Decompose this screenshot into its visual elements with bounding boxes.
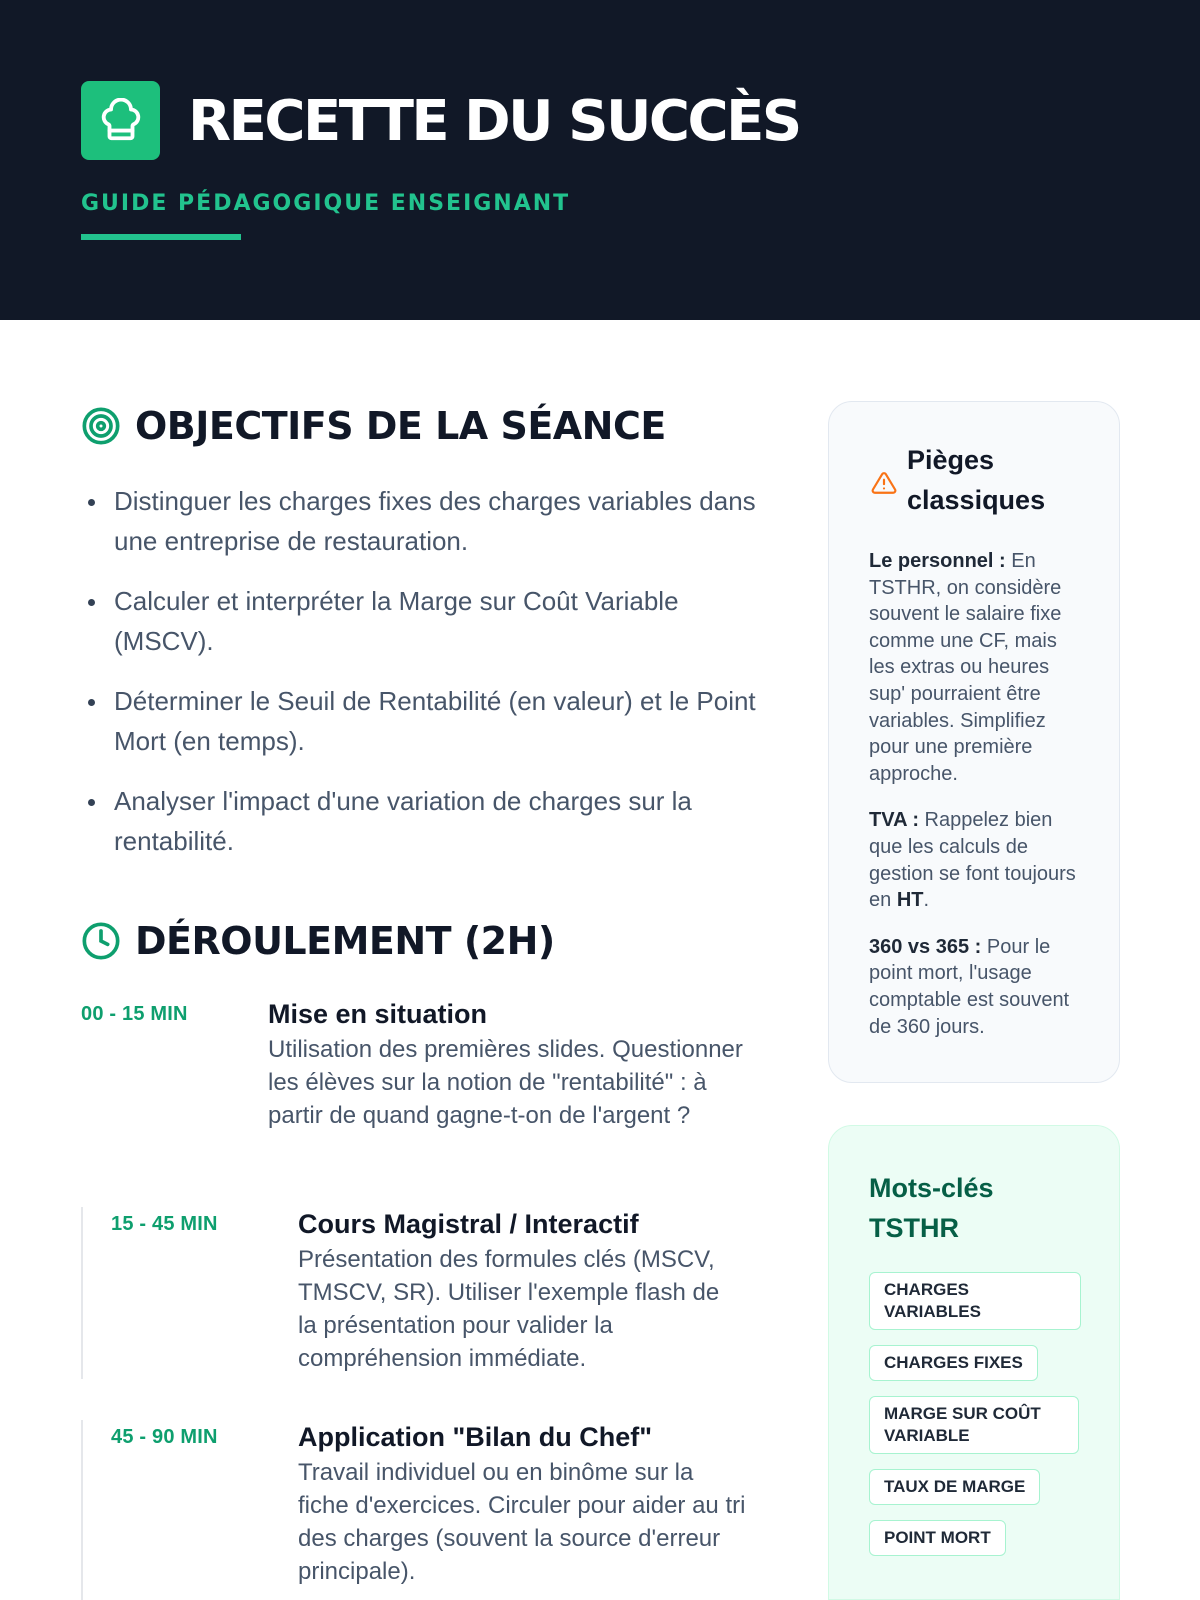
step-title: Application "Bilan du Chef" bbox=[298, 1422, 653, 1452]
pitfalls-body bbox=[869, 548, 1087, 1060]
note-label: TVA : bbox=[869, 809, 919, 832]
note-text: Rappelez bien que les calculs de gestion se font toujours en bbox=[869, 809, 1076, 912]
step-time: 15 - 45 MIN bbox=[111, 1213, 218, 1235]
list-item: Déterminer le Seuil de Rentabilité (en valeur) et le Point Mort (en temps). bbox=[86, 681, 756, 761]
pitfalls-title: Pièges classiques bbox=[907, 445, 1046, 515]
logo bbox=[81, 81, 160, 160]
chef-hat-icon bbox=[98, 98, 144, 144]
page-header bbox=[0, 0, 1200, 320]
keyword-tag: TAUX DE MARGE bbox=[869, 1469, 1040, 1505]
schedule-heading bbox=[81, 917, 555, 965]
list-item: Distinguer les charges fixes des charges variables dans une entreprise de restauration. bbox=[86, 481, 756, 561]
note-label: 360 vs 365 : bbox=[869, 935, 982, 958]
page-subtitle: GUIDE PÉDAGOGIQUE ENSEIGNANT bbox=[81, 191, 571, 216]
keywords-title: Mots-clés TSTHR bbox=[869, 1173, 994, 1243]
pitfall-note bbox=[869, 934, 1087, 1040]
clock-icon bbox=[81, 921, 121, 961]
keywords-list bbox=[869, 1272, 1099, 1571]
list-item: Calculer et interpréter la Marge sur Coût Variable (MSCV). bbox=[86, 581, 756, 661]
objectives-list bbox=[86, 481, 756, 881]
subtitle-underline bbox=[81, 234, 241, 240]
timeline-line bbox=[81, 1207, 83, 1379]
schedule-title: DÉROULEMENT (2H) bbox=[135, 919, 555, 963]
step-description: Présentation des formules clés (MSCV, TMSCV, SR). Utiliser l'exemple flash de la présentation pour valider la compréhension immédiate. bbox=[298, 1246, 720, 1372]
keyword-tag: CHARGES FIXES bbox=[869, 1345, 1038, 1381]
pitfall-note bbox=[869, 807, 1087, 913]
step-title: Cours Magistral / Interactif bbox=[298, 1209, 639, 1239]
target-icon bbox=[81, 406, 121, 446]
note-label: Le personnel : bbox=[869, 550, 1006, 572]
note-text: En TSTHR, on considère souvent le salaire fixe comme une CF, mais les extras ou heures sup' pourraient être variables. Simplifiez pour une première approche. bbox=[869, 550, 1062, 785]
step-time: 45 - 90 MIN bbox=[111, 1426, 218, 1448]
step-time: 00 - 15 MIN bbox=[81, 1003, 188, 1025]
step-title: Mise en situation bbox=[268, 999, 488, 1029]
keywords-card bbox=[828, 1125, 1120, 1600]
warning-icon bbox=[871, 470, 897, 496]
pitfalls-card bbox=[828, 401, 1120, 1083]
step-description: Travail individuel ou en binôme sur la fiche d'exercices. Circuler pour aider au tri des charges (souvent la source d'erreur principale). bbox=[298, 1459, 746, 1585]
step-description: Utilisation des premières slides. Questionner les élèves sur la notion de "rentabilité" : à partir de quand gagne-t-on de l'argent ? bbox=[268, 1036, 743, 1129]
note-text: Pour le point mort, l'usage comptable est souvent de 360 jours. bbox=[869, 935, 1070, 1038]
note-text: . bbox=[923, 889, 930, 912]
objectives-heading bbox=[81, 402, 666, 450]
timeline-line bbox=[81, 1420, 83, 1600]
keyword-tag: POINT MORT bbox=[869, 1520, 1006, 1556]
note-emphasis: HT bbox=[896, 889, 924, 912]
keyword-tag: CHARGES VARIABLES bbox=[869, 1272, 1081, 1330]
list-item: Analyser l'impact d'une variation de charges sur la rentabilité. bbox=[86, 781, 756, 861]
page-title: RECETTE DU SUCCÈS bbox=[188, 89, 800, 154]
objectives-title: OBJECTIFS DE LA SÉANCE bbox=[135, 404, 666, 448]
keyword-tag: MARGE SUR COÛT VARIABLE bbox=[869, 1396, 1079, 1454]
pitfall-note bbox=[869, 548, 1087, 787]
